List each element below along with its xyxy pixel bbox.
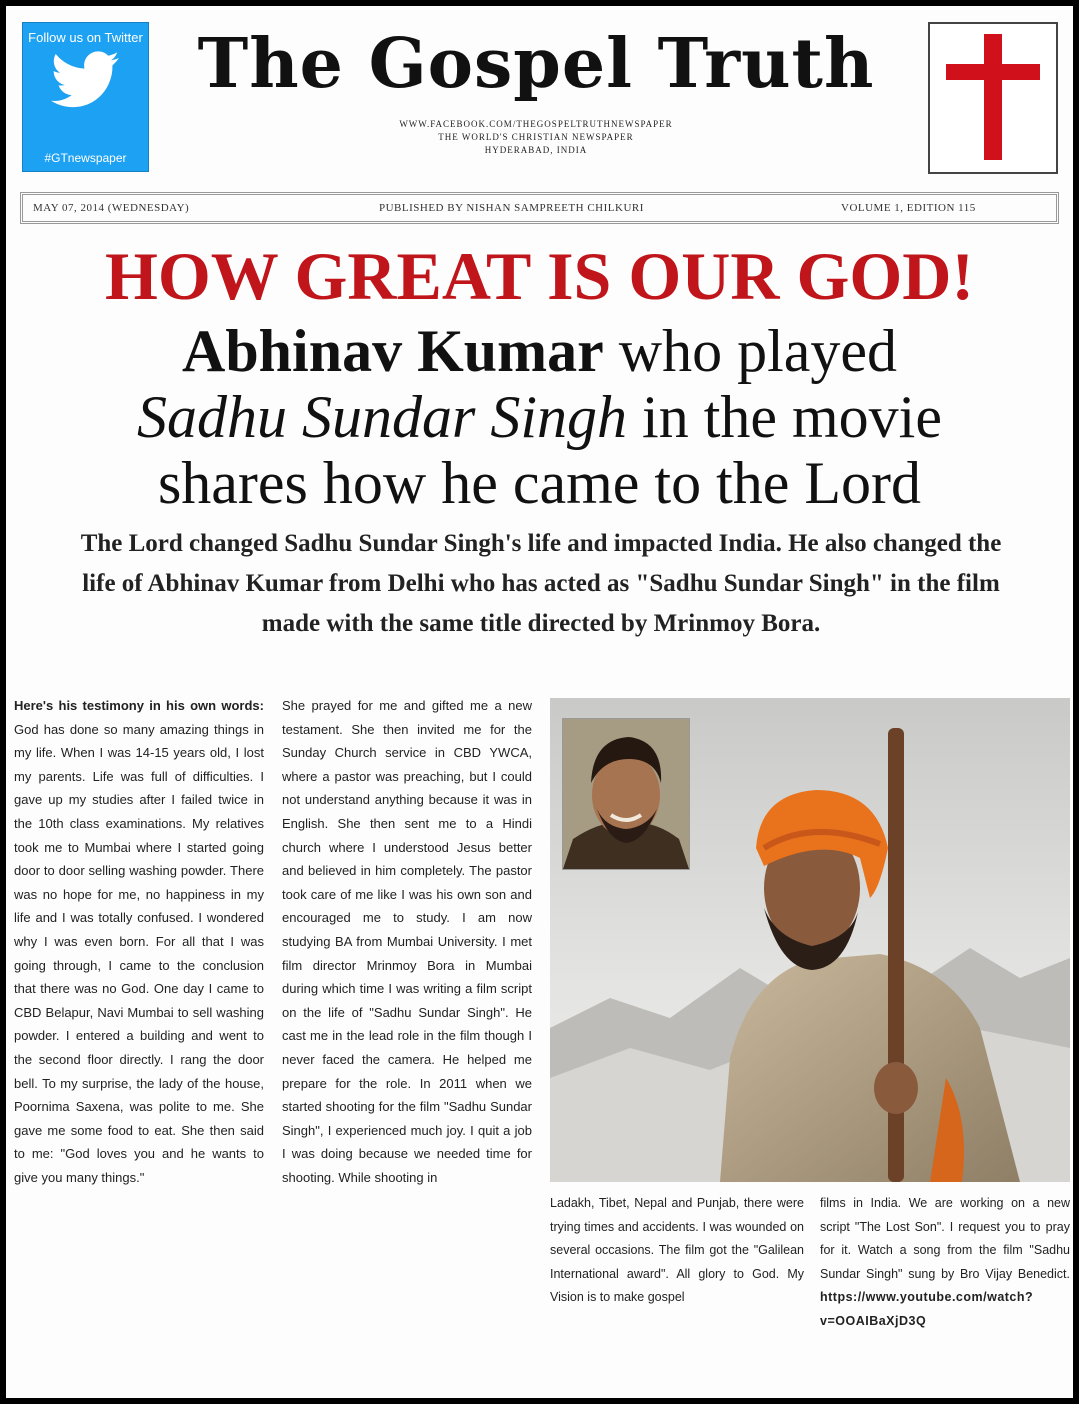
article-column-1 xyxy=(14,694,264,1189)
twitter-handle: #GTnewspaper xyxy=(44,151,127,165)
twitter-follow-badge[interactable] xyxy=(22,22,149,172)
article-column-2 xyxy=(282,694,532,1189)
headline: HOW GREAT IS OUR GOD! xyxy=(104,238,975,314)
article-lead: Here's his testimony in his own words: xyxy=(14,698,264,713)
deck-in-movie: in the movie xyxy=(642,384,942,450)
newspaper-page xyxy=(6,6,1073,1398)
deck xyxy=(6,318,1073,516)
deck-name: Abhinav Kumar xyxy=(181,318,604,384)
dateline-bar xyxy=(20,192,1059,224)
deck-who-played: who played xyxy=(618,318,898,384)
article-col1-text: God has done so many amazing things in my life. When I was 14-15 years old, I lost my parents. Life was full of difficulties. I gave up my studies after I failed twice in the 10th class examinations. My relatives took me to Mumbai where I started going door to door selling washing powder. There was no hope for me, no happiness in my life and I was totally confused. I wondered why I was even born. For all that I was going through, I came to the conclusion that there was no God. One day I came to CBD Belapur, Navi Mumbai to sell washing powder. I entered a building and went to the second floor directly. I rang the door bell. To my surprise, the lady of the house, Poornima Saxena, was polite to me. She gave me some food to eat. She then said to me: "God loves you and he wants to give you many things." xyxy=(14,721,264,1185)
publisher: PUBLISHED BY NISHAN SAMPREETH CHILKURI xyxy=(379,202,644,214)
volume-edition: VOLUME 1, EDITION 115 xyxy=(841,202,976,214)
issue-date: MAY 07, 2014 (WEDNESDAY) xyxy=(33,202,190,214)
facebook-url[interactable]: WWW.FACEBOOK.COM/THEGOSPELTRUTHNEWSPAPER xyxy=(399,119,673,129)
article-column-4 xyxy=(820,1192,1070,1334)
article-summary: The Lord changed Sadhu Sundar Singh's life and impacted India. He also changed the life of Abhinav Kumar from Delhi who has acted as "Sadhu Sundar Singh" in the film made with the same title directed by Mrinmoy Bora. xyxy=(80,530,1002,637)
deck-film-role: Sadhu Sundar Singh xyxy=(137,384,628,450)
abhinav-portrait xyxy=(562,718,690,870)
article-col4-text: films in India. We are working on a new script "The Lost Son". I request you to pray for it. Watch a song from the film "Sadhu Sundar Singh" sung by Bro Vijay Benedict. xyxy=(820,1196,1070,1281)
article-col2-text: She prayed for me and gifted me a new testament. She then invited me for the Sunday Church service in CBD YWCA, where a pastor was preaching, but I could not understand anything because it was in English. She then sent me to a Hindi church where I understood Jesus better and believed in him completely. The pastor took care of me like I was his own son and encouraged me to study. I am now studying BA from Mumbai University. I met film director Mrinmoy Bora in Mumbai during which time I was writing a film script on the life of "Sadhu Sundar Singh". He cast me in the lead role in the film though I never faced the camera. He helped me prepare for the role. In 2011 when we started shooting for the film "Sadhu Sundar Singh", I experienced much joy. I quit a job I was doing because we needed time for shooting. While shooting in xyxy=(282,698,532,1185)
cross-logo xyxy=(928,22,1058,174)
cross-icon xyxy=(984,34,1002,160)
youtube-link[interactable]: https://www.youtube.com/watch?v=OOAIBaXjD3Q xyxy=(820,1290,1034,1328)
twitter-follow-text: Follow us on Twitter xyxy=(28,30,143,45)
deck-line3: shares how he came to the Lord xyxy=(157,450,922,516)
twitter-bird-icon xyxy=(51,51,121,109)
location: HYDERABAD, INDIA xyxy=(484,145,588,155)
masthead-sublines xyxy=(156,118,916,157)
newspaper-title: The Gospel Truth xyxy=(197,24,875,104)
article-column-3 xyxy=(550,1192,804,1310)
tagline: THE WORLD'S CHRISTIAN NEWSPAPER xyxy=(438,132,634,142)
abhinav-portrait-image xyxy=(563,719,689,869)
article-col3-text: Ladakh, Tibet, Nepal and Punjab, there were trying times and accidents. I was wounded on several occasions. The film got the "Galilean International award". All glory to God. My Vision is to make gospel xyxy=(550,1196,804,1305)
